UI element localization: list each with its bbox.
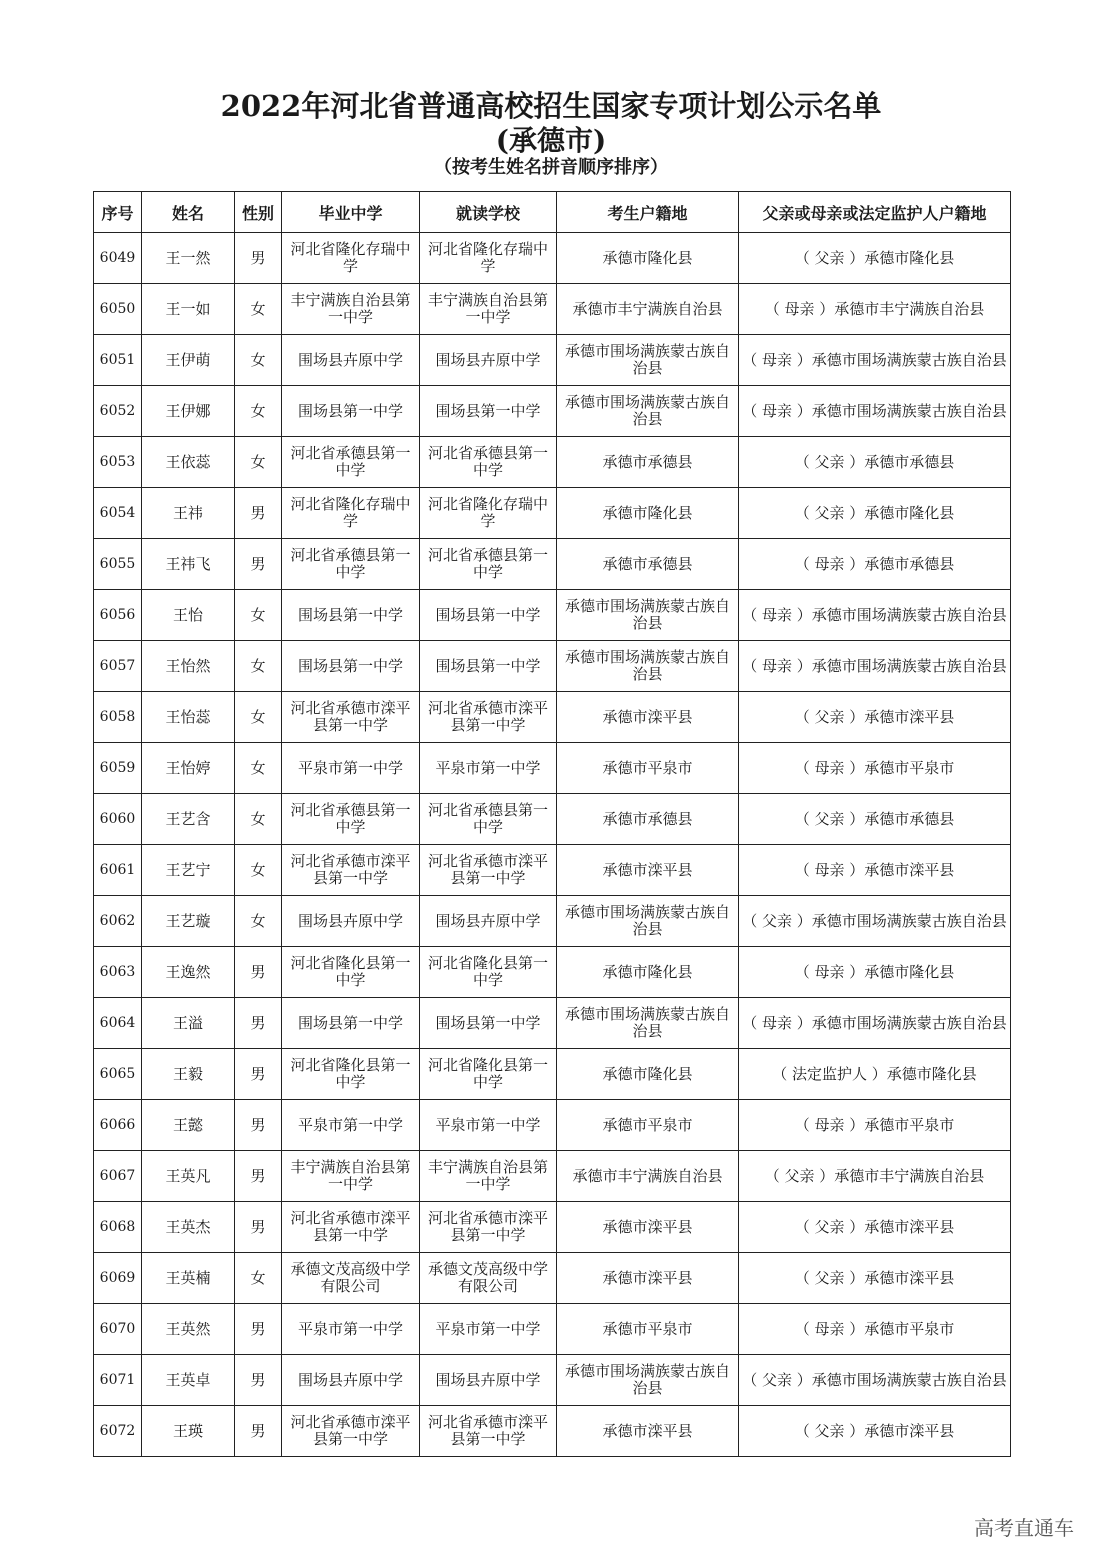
cell-gender: 女: [235, 335, 282, 386]
cell-attending-school: 河北省承德县第一中学: [420, 794, 557, 845]
table-row: [94, 284, 1011, 335]
cell-hukou: 承德市承德县: [557, 794, 739, 845]
cell-attending-school: 丰宁满族自治县第一中学: [420, 1151, 557, 1202]
cell-seq: 6064: [94, 998, 142, 1049]
cell-name: 王伊娜: [142, 386, 235, 437]
cell-gender: 男: [235, 233, 282, 284]
cell-graduation-school: 河北省隆化存瑞中学: [282, 233, 420, 284]
cell-seq: 6071: [94, 1355, 142, 1406]
cell-seq: 6066: [94, 1100, 142, 1151]
cell-graduation-school: 承德文茂高级中学有限公司: [282, 1253, 420, 1304]
cell-hukou: 承德市承德县: [557, 437, 739, 488]
cell-parent-hukou: （ 父亲 ）承德市承德县: [739, 437, 1011, 488]
cell-graduation-school: 平泉市第一中学: [282, 1100, 420, 1151]
cell-parent-hukou: （ 母亲 ）承德市围场满族蒙古族自治县: [739, 335, 1011, 386]
cell-graduation-school: 河北省承德县第一中学: [282, 437, 420, 488]
cell-gender: 女: [235, 437, 282, 488]
cell-graduation-school: 围场县第一中学: [282, 998, 420, 1049]
table-row: [94, 845, 1011, 896]
cell-parent-hukou: （ 父亲 ）承德市隆化县: [739, 233, 1011, 284]
cell-graduation-school: 河北省承德市滦平县第一中学: [282, 692, 420, 743]
cell-attending-school: 围场县卉原中学: [420, 335, 557, 386]
table-row: [94, 590, 1011, 641]
cell-hukou: 承德市围场满族蒙古族自治县: [557, 386, 739, 437]
cell-name: 王英然: [142, 1304, 235, 1355]
header-attending-school: 就读学校: [420, 192, 557, 233]
cell-graduation-school: 河北省承德县第一中学: [282, 539, 420, 590]
table-row: [94, 1406, 1011, 1457]
table-row: [94, 488, 1011, 539]
cell-attending-school: 围场县第一中学: [420, 998, 557, 1049]
table-row: [94, 641, 1011, 692]
cell-seq: 6057: [94, 641, 142, 692]
table-row: [94, 1100, 1011, 1151]
cell-attending-school: 平泉市第一中学: [420, 1304, 557, 1355]
cell-parent-hukou: （ 母亲 ）承德市平泉市: [739, 743, 1011, 794]
cell-gender: 男: [235, 1406, 282, 1457]
cell-name: 王英卓: [142, 1355, 235, 1406]
cell-name: 王英凡: [142, 1151, 235, 1202]
cell-graduation-school: 河北省隆化县第一中学: [282, 1049, 420, 1100]
cell-parent-hukou: （ 母亲 ）承德市平泉市: [739, 1100, 1011, 1151]
cell-parent-hukou: （ 父亲 ）承德市滦平县: [739, 1253, 1011, 1304]
cell-hukou: 承德市平泉市: [557, 743, 739, 794]
cell-gender: 男: [235, 947, 282, 998]
cell-gender: 女: [235, 896, 282, 947]
cell-attending-school: 河北省隆化存瑞中学: [420, 233, 557, 284]
table-row: [94, 794, 1011, 845]
cell-parent-hukou: （ 母亲 ）承德市滦平县: [739, 845, 1011, 896]
cell-parent-hukou: （ 父亲 ）承德市丰宁满族自治县: [739, 1151, 1011, 1202]
cell-name: 王艺宁: [142, 845, 235, 896]
cell-name: 王怡然: [142, 641, 235, 692]
cell-gender: 男: [235, 488, 282, 539]
cell-parent-hukou: （ 母亲 ）承德市围场满族蒙古族自治县: [739, 590, 1011, 641]
table-row: [94, 692, 1011, 743]
cell-name: 王艺含: [142, 794, 235, 845]
table-row: [94, 947, 1011, 998]
cell-seq: 6063: [94, 947, 142, 998]
cell-gender: 男: [235, 1151, 282, 1202]
cell-attending-school: 河北省承德县第一中学: [420, 539, 557, 590]
cell-parent-hukou: （ 父亲 ）承德市滦平县: [739, 1406, 1011, 1457]
cell-parent-hukou: （ 父亲 ）承德市隆化县: [739, 488, 1011, 539]
cell-gender: 男: [235, 1202, 282, 1253]
cell-attending-school: 围场县第一中学: [420, 590, 557, 641]
cell-name: 王英杰: [142, 1202, 235, 1253]
cell-name: 王伊萌: [142, 335, 235, 386]
cell-hukou: 承德市滦平县: [557, 845, 739, 896]
sort-note: （按考生姓名拼音顺序排序）: [434, 157, 668, 178]
cell-attending-school: 河北省隆化县第一中学: [420, 947, 557, 998]
cell-seq: 6062: [94, 896, 142, 947]
cell-hukou: 承德市隆化县: [557, 233, 739, 284]
cell-hukou: 承德市围场满族蒙古族自治县: [557, 998, 739, 1049]
cell-parent-hukou: （ 父亲 ）承德市承德县: [739, 794, 1011, 845]
cell-gender: 女: [235, 743, 282, 794]
watermark: 高考直通车: [974, 1516, 1074, 1540]
roster-table: [93, 191, 1011, 1457]
cell-graduation-school: 围场县卉原中学: [282, 335, 420, 386]
table-row: [94, 233, 1011, 284]
cell-name: 王艺璇: [142, 896, 235, 947]
cell-parent-hukou: （ 父亲 ）承德市围场满族蒙古族自治县: [739, 1355, 1011, 1406]
cell-parent-hukou: （ 父亲 ）承德市围场满族蒙古族自治县: [739, 896, 1011, 947]
cell-attending-school: 河北省承德市滦平县第一中学: [420, 1406, 557, 1457]
cell-gender: 女: [235, 641, 282, 692]
cell-seq: 6067: [94, 1151, 142, 1202]
cell-seq: 6053: [94, 437, 142, 488]
cell-hukou: 承德市承德县: [557, 539, 739, 590]
header-graduation-school: 毕业中学: [282, 192, 420, 233]
table-row: [94, 998, 1011, 1049]
table-header-row: [94, 192, 1011, 233]
cell-attending-school: 围场县第一中学: [420, 386, 557, 437]
table-row: [94, 1304, 1011, 1355]
cell-seq: 6054: [94, 488, 142, 539]
cell-parent-hukou: （ 父亲 ）承德市滦平县: [739, 1202, 1011, 1253]
cell-seq: 6049: [94, 233, 142, 284]
cell-parent-hukou: （ 父亲 ）承德市滦平县: [739, 692, 1011, 743]
cell-graduation-school: 围场县第一中学: [282, 386, 420, 437]
cell-parent-hukou: （ 母亲 ）承德市隆化县: [739, 947, 1011, 998]
cell-gender: 男: [235, 1355, 282, 1406]
table-row: [94, 539, 1011, 590]
cell-seq: 6068: [94, 1202, 142, 1253]
header-seq: 序号: [94, 192, 142, 233]
cell-attending-school: 围场县卉原中学: [420, 1355, 557, 1406]
cell-seq: 6061: [94, 845, 142, 896]
cell-graduation-school: 河北省隆化存瑞中学: [282, 488, 420, 539]
cell-hukou: 承德市围场满族蒙古族自治县: [557, 590, 739, 641]
cell-name: 王一然: [142, 233, 235, 284]
cell-gender: 女: [235, 1253, 282, 1304]
cell-name: 王瑛: [142, 1406, 235, 1457]
table-row: [94, 1253, 1011, 1304]
cell-gender: 女: [235, 692, 282, 743]
cell-graduation-school: 丰宁满族自治县第一中学: [282, 284, 420, 335]
cell-gender: 女: [235, 590, 282, 641]
cell-graduation-school: 河北省承德县第一中学: [282, 794, 420, 845]
cell-seq: 6052: [94, 386, 142, 437]
cell-name: 王怡蕊: [142, 692, 235, 743]
table-row: [94, 1355, 1011, 1406]
cell-hukou: 承德市平泉市: [557, 1100, 739, 1151]
cell-parent-hukou: （ 母亲 ）承德市围场满族蒙古族自治县: [739, 998, 1011, 1049]
cell-gender: 女: [235, 284, 282, 335]
cell-hukou: 承德市隆化县: [557, 488, 739, 539]
cell-parent-hukou: （ 母亲 ）承德市围场满族蒙古族自治县: [739, 641, 1011, 692]
cell-parent-hukou: （ 母亲 ）承德市丰宁满族自治县: [739, 284, 1011, 335]
cell-hukou: 承德市滦平县: [557, 692, 739, 743]
cell-attending-school: 河北省承德市滦平县第一中学: [420, 1202, 557, 1253]
cell-attending-school: 围场县卉原中学: [420, 896, 557, 947]
cell-attending-school: 平泉市第一中学: [420, 1100, 557, 1151]
cell-hukou: 承德市滦平县: [557, 1202, 739, 1253]
cell-gender: 男: [235, 539, 282, 590]
table-row: [94, 437, 1011, 488]
cell-graduation-school: 河北省承德市滦平县第一中学: [282, 845, 420, 896]
cell-attending-school: 丰宁满族自治县第一中学: [420, 284, 557, 335]
cell-graduation-school: 平泉市第一中学: [282, 1304, 420, 1355]
cell-name: 王怡: [142, 590, 235, 641]
cell-hukou: 承德市围场满族蒙古族自治县: [557, 335, 739, 386]
cell-name: 王懿: [142, 1100, 235, 1151]
cell-attending-school: 围场县第一中学: [420, 641, 557, 692]
table-row: [94, 1151, 1011, 1202]
page-title: 2022年河北省普通高校招生国家专项计划公示名单: [220, 89, 882, 123]
cell-seq: 6070: [94, 1304, 142, 1355]
cell-name: 王毅: [142, 1049, 235, 1100]
cell-gender: 女: [235, 845, 282, 896]
cell-graduation-school: 围场县第一中学: [282, 590, 420, 641]
cell-graduation-school: 河北省承德市滦平县第一中学: [282, 1202, 420, 1253]
cell-graduation-school: 平泉市第一中学: [282, 743, 420, 794]
cell-gender: 男: [235, 1304, 282, 1355]
table-row: [94, 896, 1011, 947]
cell-seq: 6069: [94, 1253, 142, 1304]
header-name: 姓名: [142, 192, 235, 233]
header-parent-hukou: 父亲或母亲或法定监护人户籍地: [739, 192, 1011, 233]
cell-attending-school: 河北省隆化县第一中学: [420, 1049, 557, 1100]
table-row: [94, 1202, 1011, 1253]
cell-name: 王祎: [142, 488, 235, 539]
cell-graduation-school: 围场县卉原中学: [282, 1355, 420, 1406]
cell-attending-school: 河北省隆化存瑞中学: [420, 488, 557, 539]
cell-attending-school: 河北省承德市滦平县第一中学: [420, 845, 557, 896]
cell-hukou: 承德市丰宁满族自治县: [557, 284, 739, 335]
cell-seq: 6059: [94, 743, 142, 794]
cell-parent-hukou: （ 母亲 ）承德市围场满族蒙古族自治县: [739, 386, 1011, 437]
cell-parent-hukou: （ 母亲 ）承德市平泉市: [739, 1304, 1011, 1355]
cell-name: 王依蕊: [142, 437, 235, 488]
cell-name: 王怡婷: [142, 743, 235, 794]
table-row: [94, 743, 1011, 794]
table-row: [94, 335, 1011, 386]
cell-attending-school: 承德文茂高级中学有限公司: [420, 1253, 557, 1304]
cell-graduation-school: 围场县卉原中学: [282, 896, 420, 947]
cell-gender: 男: [235, 1100, 282, 1151]
cell-name: 王祎飞: [142, 539, 235, 590]
cell-hukou: 承德市隆化县: [557, 1049, 739, 1100]
cell-graduation-school: 河北省承德市滦平县第一中学: [282, 1406, 420, 1457]
cell-hukou: 承德市丰宁满族自治县: [557, 1151, 739, 1202]
cell-attending-school: 河北省承德县第一中学: [420, 437, 557, 488]
table-row: [94, 1049, 1011, 1100]
cell-name: 王英楠: [142, 1253, 235, 1304]
cell-seq: 6058: [94, 692, 142, 743]
cell-gender: 女: [235, 386, 282, 437]
cell-hukou: 承德市滦平县: [557, 1253, 739, 1304]
cell-graduation-school: 河北省隆化县第一中学: [282, 947, 420, 998]
cell-hukou: 承德市平泉市: [557, 1304, 739, 1355]
cell-hukou: 承德市围场满族蒙古族自治县: [557, 641, 739, 692]
cell-gender: 女: [235, 794, 282, 845]
cell-hukou: 承德市围场满族蒙古族自治县: [557, 1355, 739, 1406]
cell-gender: 男: [235, 998, 282, 1049]
cell-graduation-school: 丰宁满族自治县第一中学: [282, 1151, 420, 1202]
table-row: [94, 386, 1011, 437]
cell-graduation-school: 围场县第一中学: [282, 641, 420, 692]
cell-gender: 男: [235, 1049, 282, 1100]
cell-seq: 6050: [94, 284, 142, 335]
cell-hukou: 承德市隆化县: [557, 947, 739, 998]
cell-hukou: 承德市围场满族蒙古族自治县: [557, 896, 739, 947]
cell-seq: 6055: [94, 539, 142, 590]
cell-seq: 6072: [94, 1406, 142, 1457]
cell-name: 王逸然: [142, 947, 235, 998]
cell-parent-hukou: （ 母亲 ）承德市承德县: [739, 539, 1011, 590]
cell-name: 王溢: [142, 998, 235, 1049]
header-hukou: 考生户籍地: [557, 192, 739, 233]
cell-hukou: 承德市滦平县: [557, 1406, 739, 1457]
cell-seq: 6056: [94, 590, 142, 641]
cell-seq: 6060: [94, 794, 142, 845]
cell-seq: 6065: [94, 1049, 142, 1100]
cell-seq: 6051: [94, 335, 142, 386]
cell-name: 王一如: [142, 284, 235, 335]
page-subtitle: (承德市): [495, 124, 607, 157]
cell-parent-hukou: （ 法定监护人 ）承德市隆化县: [739, 1049, 1011, 1100]
cell-attending-school: 平泉市第一中学: [420, 743, 557, 794]
cell-attending-school: 河北省承德市滦平县第一中学: [420, 692, 557, 743]
header-gender: 性别: [235, 192, 282, 233]
